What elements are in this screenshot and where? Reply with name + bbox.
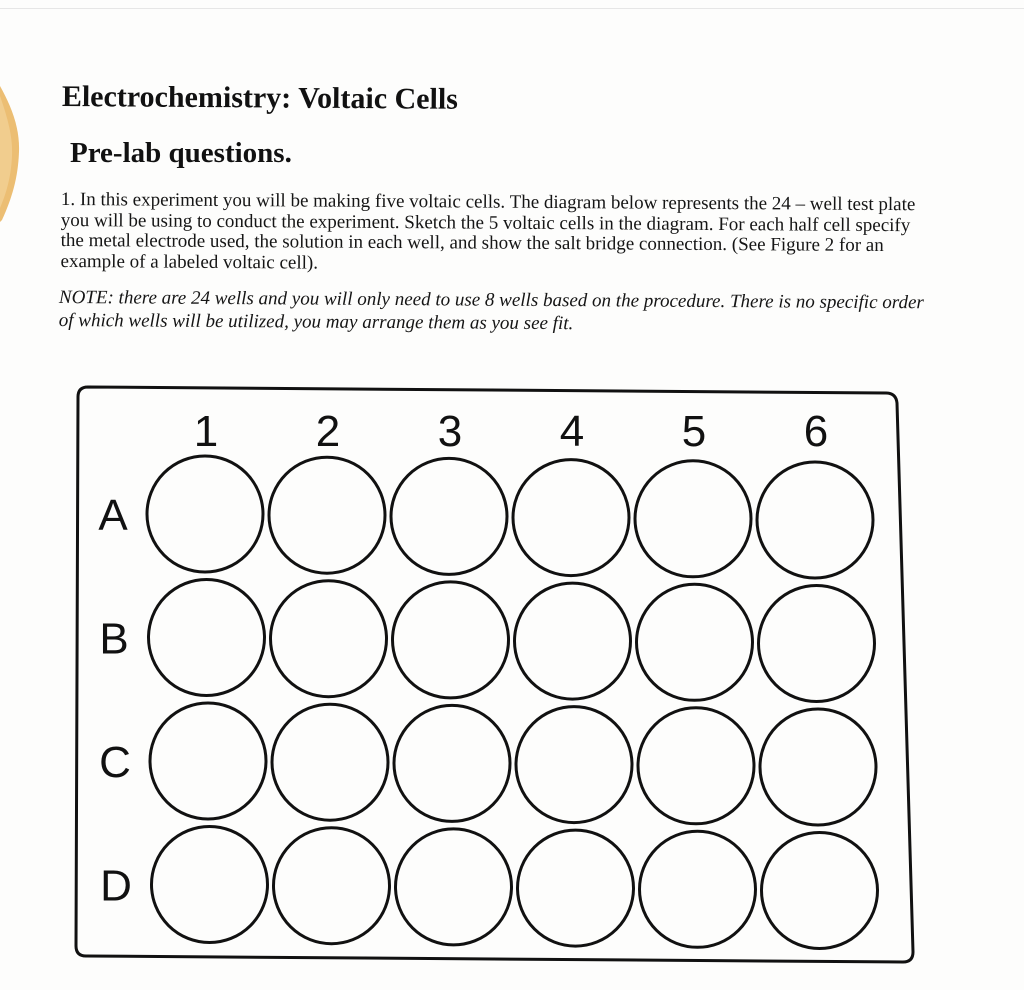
well-B2 xyxy=(271,581,387,697)
column-label-3: 3 xyxy=(437,407,463,456)
well-A1 xyxy=(147,456,263,572)
well-C5 xyxy=(638,708,754,824)
well-B4 xyxy=(515,583,631,699)
well-C2 xyxy=(272,704,388,820)
section-heading: Pre-lab questions. xyxy=(70,137,292,169)
column-label-2: 2 xyxy=(315,407,341,456)
well-C6 xyxy=(760,709,876,825)
well-D2 xyxy=(274,828,390,944)
well-A5 xyxy=(635,461,751,577)
column-label-4: 4 xyxy=(559,407,585,456)
well-A6 xyxy=(757,462,873,578)
column-label-1: 1 xyxy=(193,407,219,456)
well-A2 xyxy=(269,457,385,573)
well-B6 xyxy=(759,586,875,702)
well-D5 xyxy=(640,831,756,947)
well-A3 xyxy=(391,458,507,574)
page-title: Electrochemistry: Voltaic Cells xyxy=(61,80,459,116)
column-label-6: 6 xyxy=(803,407,829,456)
well-B1 xyxy=(149,580,265,696)
well-B5 xyxy=(637,584,753,700)
well-B3 xyxy=(393,582,509,698)
row-label-D: D xyxy=(100,861,132,911)
row-label-C: C xyxy=(99,738,131,787)
well-C3 xyxy=(394,705,510,821)
well-D4 xyxy=(518,830,634,946)
note-text: NOTE: there are 24 wells and you will only need to use 8 wells based on the procedure. There is no specific order of which wells will be utilized, you may arrange them as you see fit. xyxy=(58,286,924,335)
row-label-B: B xyxy=(99,614,129,664)
well-D1 xyxy=(152,827,268,943)
column-label-5: 5 xyxy=(681,407,707,456)
well-D6 xyxy=(762,833,878,949)
well-D3 xyxy=(396,829,512,945)
plate-outline xyxy=(76,387,913,962)
well-A4 xyxy=(513,460,629,576)
row-label-A: A xyxy=(98,491,128,540)
question-1: 1. In this experiment you will be making five voltaic cells. The diagram below represents the 24 – well test plate you will be using to conduct the experiment. Sketch the 5 voltaic cells in the diagram. For each half cell specify the metal electrode used, the solution in each well, and show the salt bridge connection. (See Figure 2 for an example of a labeled voltaic cell). xyxy=(60,189,916,274)
well-C1 xyxy=(150,703,266,819)
well-C4 xyxy=(516,707,632,823)
